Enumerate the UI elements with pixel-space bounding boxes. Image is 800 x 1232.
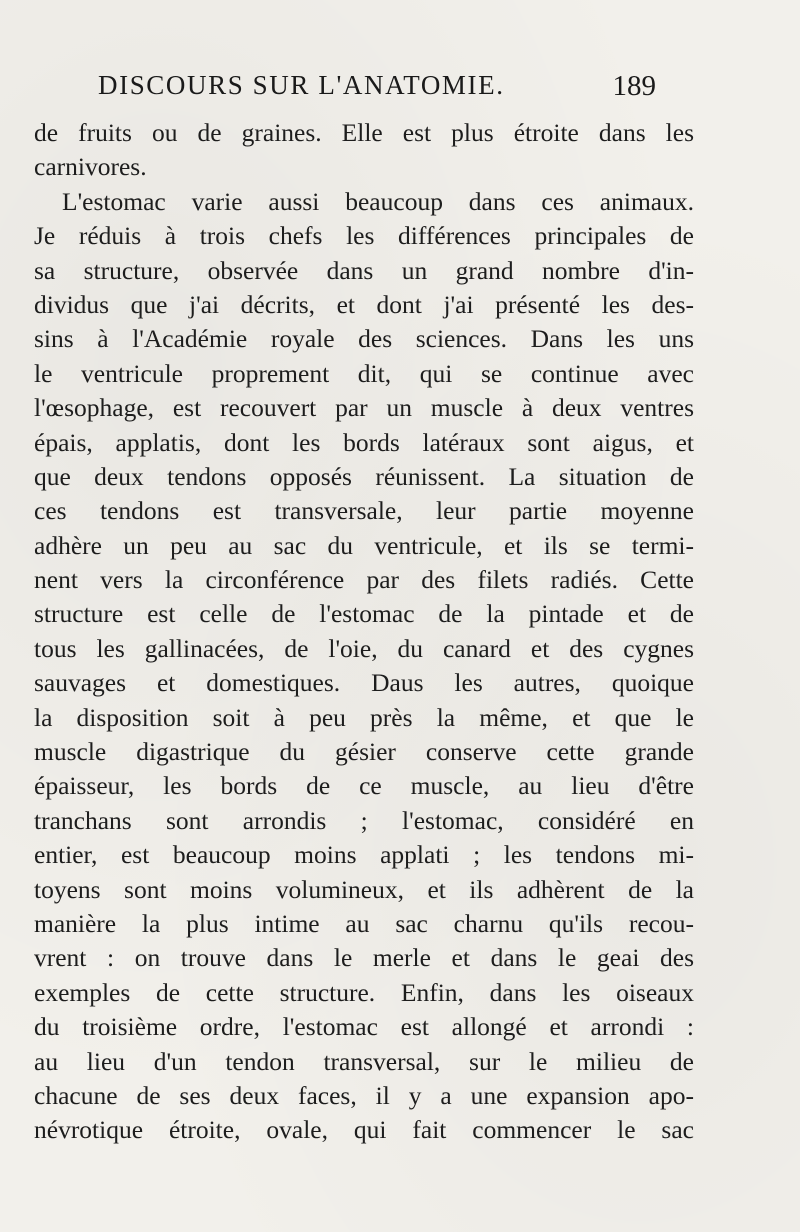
running-title: DISCOURS SUR L'ANATOMIE.	[98, 70, 505, 100]
text-line: épais, applatis, dont les bords latéraux sont aigus, et	[34, 427, 694, 457]
text-line: manière la plus intime au sac charnu qu'ils recou-	[34, 908, 694, 938]
text-line: névrotique étroite, ovale, qui fait commencer le sac	[34, 1115, 694, 1145]
body-text	[34, 116, 694, 1148]
text-line: tranchans sont arrondis ; l'estomac, considéré en	[34, 805, 694, 835]
page-header	[98, 70, 666, 110]
text-line: au lieu d'un tendon transversal, sur le milieu de	[34, 1046, 694, 1076]
text-line: adhère un peu au sac du ventricule, et ils se termi-	[34, 530, 694, 560]
text-line: ces tendons est transversale, leur partie moyenne	[34, 496, 694, 526]
text-line: carnivores.	[34, 152, 147, 182]
text-line: épaisseur, les bords de ce muscle, au lieu d'être	[34, 771, 694, 801]
text-line: dividus que j'ai décrits, et dont j'ai présenté les des-	[34, 289, 694, 319]
text-line: tous les gallinacées, de l'oie, du canard et des cygnes	[34, 633, 694, 663]
page-number: 189	[612, 70, 656, 102]
text-line: le ventricule proprement dit, qui se continue avec	[34, 358, 694, 388]
text-line: sins à l'Académie royale des sciences. Dans les uns	[34, 324, 694, 354]
text-line: exemples de cette structure. Enfin, dans les oiseaux	[34, 977, 694, 1007]
text-line: sa structure, observée dans un grand nombre d'in-	[34, 255, 694, 285]
text-line: de fruits ou de graines. Elle est plus étroite dans les	[34, 118, 694, 147]
text-line: chacune de ses deux faces, il y a une expansion apo-	[34, 1080, 694, 1110]
text-line: nent vers la circonférence par des filets radiés. Cette	[34, 565, 694, 595]
text-line: vrent : on trouve dans le merle et dans le geai des	[34, 943, 694, 973]
text-line: sauvages et domestiques. Daus les autres, quoique	[34, 668, 694, 698]
text-line: l'œsophage, est recouvert par un muscle à deux ventres	[34, 393, 694, 423]
text-line: que deux tendons opposés réunissent. La situation de	[34, 461, 694, 491]
text-line: la disposition soit à peu près la même, et que le	[34, 702, 694, 732]
text-line: Je réduis à trois chefs les différences principales de	[34, 221, 694, 251]
text-line: toyens sont moins volumineux, et ils adhèrent de la	[34, 874, 694, 904]
text-line: L'estomac varie aussi beaucoup dans ces animaux.	[62, 186, 694, 216]
text-line: entier, est beaucoup moins applati ; les tendons mi-	[34, 840, 694, 870]
text-line: muscle digastrique du gésier conserve cette grande	[34, 737, 694, 767]
text-line: du troisième ordre, l'estomac est allongé et arrondi :	[34, 1012, 694, 1042]
text-line: structure est celle de l'estomac de la pintade et de	[34, 599, 694, 629]
